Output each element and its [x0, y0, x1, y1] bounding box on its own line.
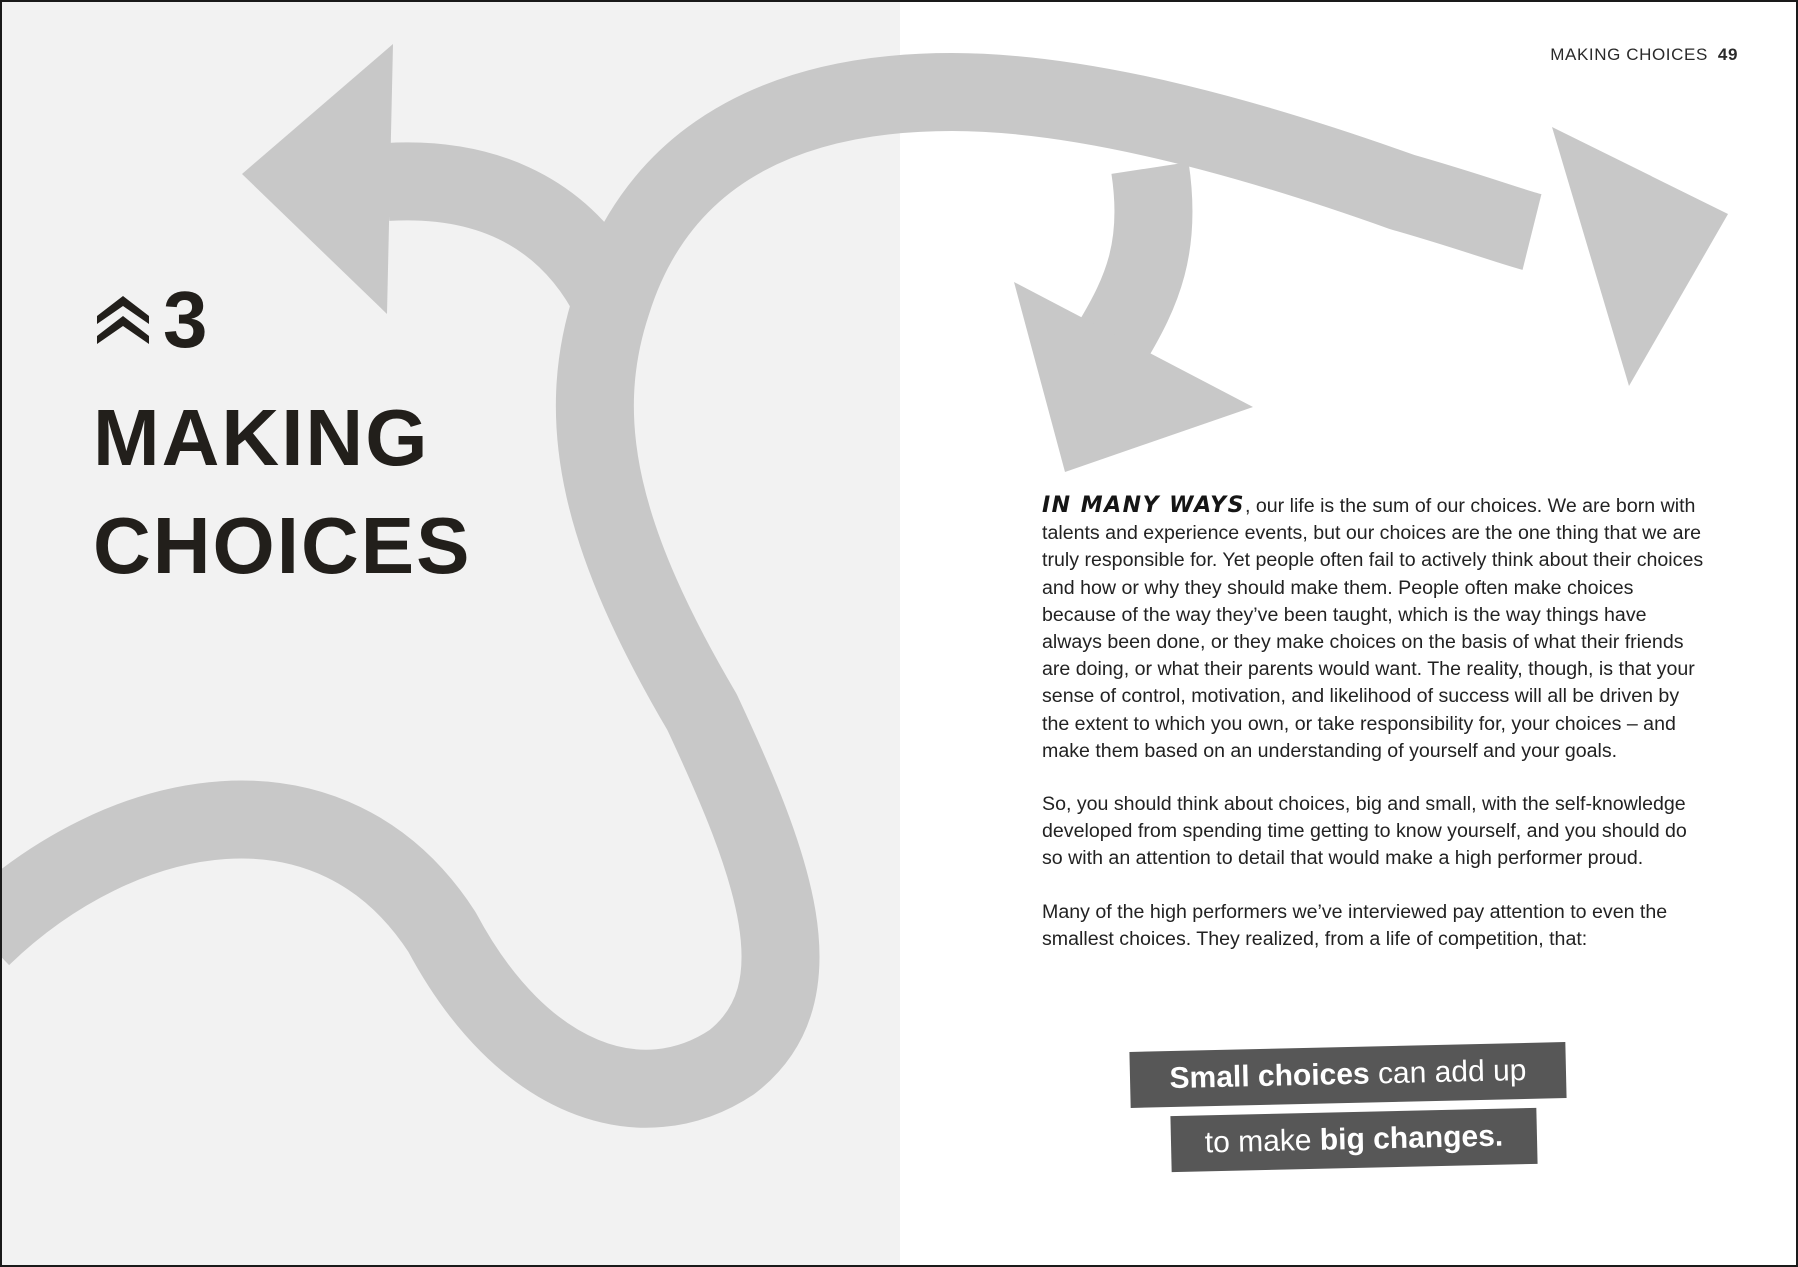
- callout-line-1-rest: can add up: [1369, 1053, 1527, 1091]
- callout-line-2-start: to make: [1204, 1123, 1321, 1160]
- running-head: [1550, 45, 1738, 65]
- lead-in: IN MANY WAYS: [1042, 493, 1245, 518]
- page-number: 49: [1717, 45, 1738, 64]
- arrow-head-left: [242, 44, 393, 314]
- paragraph-1-text: , our life is the sum of our choices. We are born with talents and experience events, but our choices are the one thing that we are truly responsible for. Yet people often fail to actively think about their choices and how or why they should make them. People often make choices because of the way they’ve been taught, which is the way things have always been done, or they make choices on the basis of what their friends are doing, or what their parents would want. The reality, though, is that your sense of control, motivation, and likelihood of success will all be driven by the extent to which you own, or take responsibility for, your choices – and make them based on an understanding of yourself and your goals.: [1042, 495, 1704, 762]
- chapter-number-block: [95, 275, 208, 364]
- arrow-down-branch-stroke: [1112, 168, 1154, 342]
- chapter-title-line-2: CHOICES: [93, 501, 472, 590]
- callout-strip-1: [1129, 1042, 1566, 1108]
- double-chevron-up-icon: [95, 294, 151, 346]
- paragraph-3: Many of the high performers we’ve interviewed pay attention to even the smallest choices. They realized, from a life of competition, that:: [1042, 900, 1668, 950]
- chapter-title: [93, 384, 472, 600]
- arrow-head-right: [1552, 127, 1728, 386]
- arrow-left-branch-stroke: [387, 181, 612, 302]
- callout-line-1-bold: Small choices: [1169, 1057, 1371, 1096]
- chapter-number: 3: [163, 275, 208, 364]
- paragraph-1: [1042, 492, 1707, 765]
- running-title: MAKING CHOICES: [1550, 45, 1708, 64]
- pull-quote-callout: [1128, 1032, 1598, 1172]
- paragraph-2: So, you should think about choices, big and small, with the self-knowledge developed from spending time getting to know yourself, and you should do so with an attention to detail that would make a high performer proud.: [1042, 793, 1687, 870]
- chapter-title-line-1: MAKING: [93, 393, 430, 482]
- callout-line-2-bold: big changes.: [1319, 1119, 1504, 1157]
- callout-strip-2: [1170, 1108, 1537, 1172]
- body-text: [1042, 492, 1707, 979]
